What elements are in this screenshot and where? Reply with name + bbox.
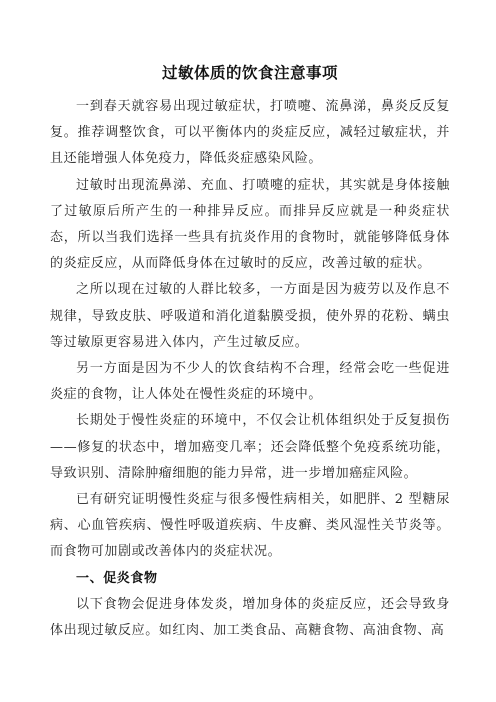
paragraph-research: 已有研究证明慢性炎症与很多慢性病相关，如肥胖、2 型糖尿病、心血管疾病、慢性呼吸道疾病、牛皮癣、类风湿性关节炎等。而食物可加剧或改善体内的炎症状况。 <box>50 492 450 560</box>
paragraph-diet-structure: 另一方面是因为不少人的饮食结构不合理，经常会吃一些促进炎症的食物，让人体处在慢性炎症的环境中。 <box>50 361 450 403</box>
paragraph-allergy-reaction: 过敏时出现流鼻涕、充血、打喷嚏的症状，其实就是身体接触了过敏原后所产生的一种排异反应。而排异反应就是一种炎症状态，所以当我们选择一些具有抗炎作用的食物时，就能够降低身体的炎症反应，从而降低身体在过敏时的反应，改善过敏的症状。 <box>50 177 450 272</box>
paragraph-chronic-inflammation: 长期处于慢性炎症的环境中，不仅会让机体组织处于反复损伤——修复的状态中，增加癌变几率；还会降低整个免疫系统功能，导致识别、清除肿瘤细胞的能力异常，进一步增加癌症风险。 <box>50 413 450 481</box>
paragraph-pro-inflammatory-foods: 以下食物会促进身体发炎，增加身体的炎症反应，还会导致身体出现过敏反应。如红肉、加工类食品、高糖食物、高油食物、高 <box>50 596 450 639</box>
section-heading-pro-inflammatory-foods: 一、促炎食物 <box>76 570 158 586</box>
document-title: 过敏体质的饮食注意事项 <box>161 63 338 82</box>
paragraph-allergy-causes: 之所以现在过敏的人群比较多，一方面是因为疲劳以及作息不规律，导致皮肤、呼吸道和消化道黏膜受损，使外界的花粉、螨虫等过敏原更容易进入体内，产生过敏反应。 <box>50 282 450 350</box>
paragraph-intro: 一到春天就容易出现过敏症状，打喷嚏、流鼻涕，鼻炎反反复复。推荐调整饮食，可以平衡体内的炎症反应，减轻过敏症状，并且还能增强人体免疫力，降低炎症感染风险。 <box>50 99 450 167</box>
